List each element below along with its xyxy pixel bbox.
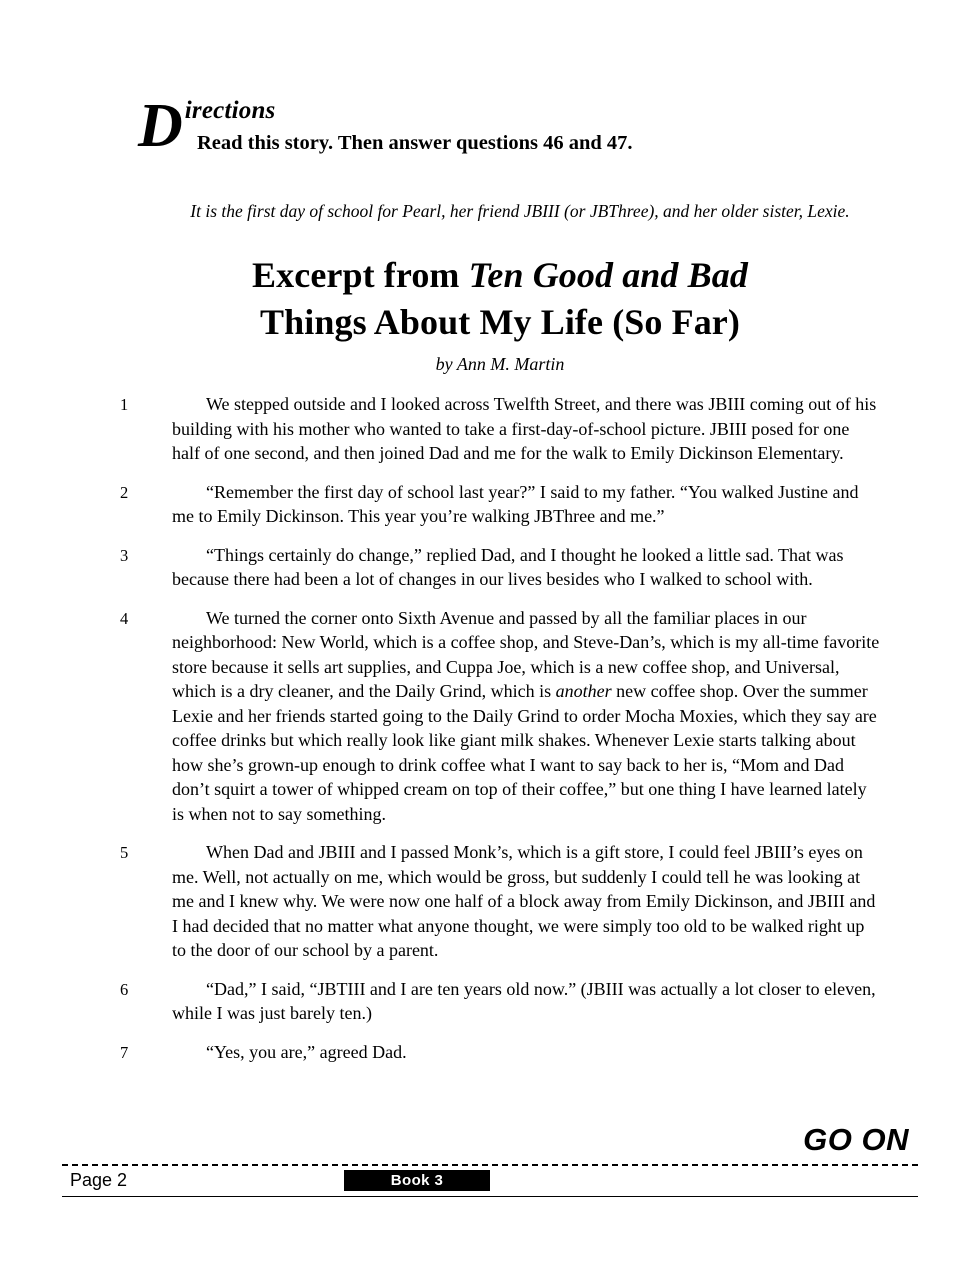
paragraph-number: 3 (120, 545, 129, 565)
paragraph-text: “Things certainly do change,” replied Dad, and I thought he looked a little sad. That was because there had been a lot of changes in our lives besides who I walked to school with. (172, 544, 844, 589)
paragraph-number: 4 (120, 608, 129, 628)
title-italic-1: Ten Good and Bad (468, 255, 748, 295)
book-badge: Book 3 (344, 1170, 490, 1191)
paragraph-text: “Dad,” I said, “JBTIII and I are ten years old now.” (JBIII was actually a lot closer to eleven, while I was just barely ten.) (172, 978, 876, 1023)
story-title-line-2: Things About My Life (So Far) (260, 302, 740, 342)
paragraph-text: “Remember the first day of school last year?” I said to my father. “You walked Justine and me to Emily Dickinson. This year you’re walking JBThree and me.” (172, 481, 859, 526)
paragraph (120, 543, 880, 592)
paragraph (120, 977, 880, 1026)
footer-dashed-divider (62, 1164, 918, 1166)
go-on-indicator: GO ON (803, 1122, 909, 1157)
paragraph (120, 1040, 880, 1065)
paragraph-text-part: new coffee shop. Over the summer Lexie and her friends started going to the Daily Grind to order Mocha Moxies, which they say are coffee drinks but which really look like giant milk shakes. Whenever Lexie starts talking about how she’s grown-up enough to drink coffee what I want to say back to her is, “Mom and Dad don’t squirt a tower of whipped cream on top of their coffee,” but one thing I have learned lately is when not to say something. (172, 681, 877, 824)
paragraph-text (172, 606, 880, 827)
paragraph (120, 480, 880, 529)
paragraph-number: 5 (120, 843, 129, 862)
paragraph (120, 840, 880, 963)
paragraph-text: “Yes, you are,” agreed Dad. (206, 1041, 407, 1062)
title-prefix: Excerpt from (252, 255, 469, 295)
paragraph-text: We stepped outside and I looked across Twelfth Street, and there was JBIII coming out of his building with his mother who wanted to take a first-day-of-school picture. JBIII posed for one half of one second, and then joined Dad and me for the walk to Emily Dickinson Elementary. (172, 394, 877, 463)
paragraph-number: 2 (120, 482, 129, 502)
paragraph-text: When Dad and JBIII and I passed Monk’s, which is a gift store, I could feel JBIII’s eyes on me. Well, not actually on me, which would be gross, but suddenly I could tell he was looking at me and I knew why. We were now one half of a block away from Emily Dickinson, and JBIII and I had decided that no matter what anyone thought, we were simply too old to be walked right up to the door of our school by a parent. (172, 842, 876, 960)
paragraph-number: 1 (120, 395, 129, 414)
paragraph (120, 392, 880, 466)
paragraph-number: 7 (120, 1042, 129, 1062)
directions-block (138, 92, 898, 160)
paragraph (120, 606, 880, 827)
story-intro-line: It is the first day of school for Pearl, her friend JBIII (or JBThree), and her older sister, Lexie. (190, 201, 850, 221)
story-body (120, 392, 880, 1078)
paragraph-number: 6 (120, 979, 129, 999)
story-byline: by Ann M. Martin (435, 354, 565, 374)
directions-heading: irections (184, 97, 276, 124)
page-number-label: Page 2 (70, 1170, 128, 1190)
story-title-line-1 (140, 252, 860, 299)
paragraph-text-part: We turned the corner onto Sixth Avenue and passed by all the familiar places in our neighborhood: New World, which is a coffee shop, and Steve-Dan’s, which is my all-time favorite store because it sells art supplies, and Cuppa Joe, which is a new coffee shop, and Universal, which is a dry cleaner, and the Daily Grind, which is (172, 607, 880, 701)
directions-dropcap: D (138, 92, 183, 160)
story-title-block (140, 252, 860, 376)
directions-instruction: Read this story. Then answer questions 46 and 47. (197, 132, 633, 154)
footer-bottom-divider (62, 1196, 918, 1197)
paragraph-emphasis: another (555, 681, 612, 701)
